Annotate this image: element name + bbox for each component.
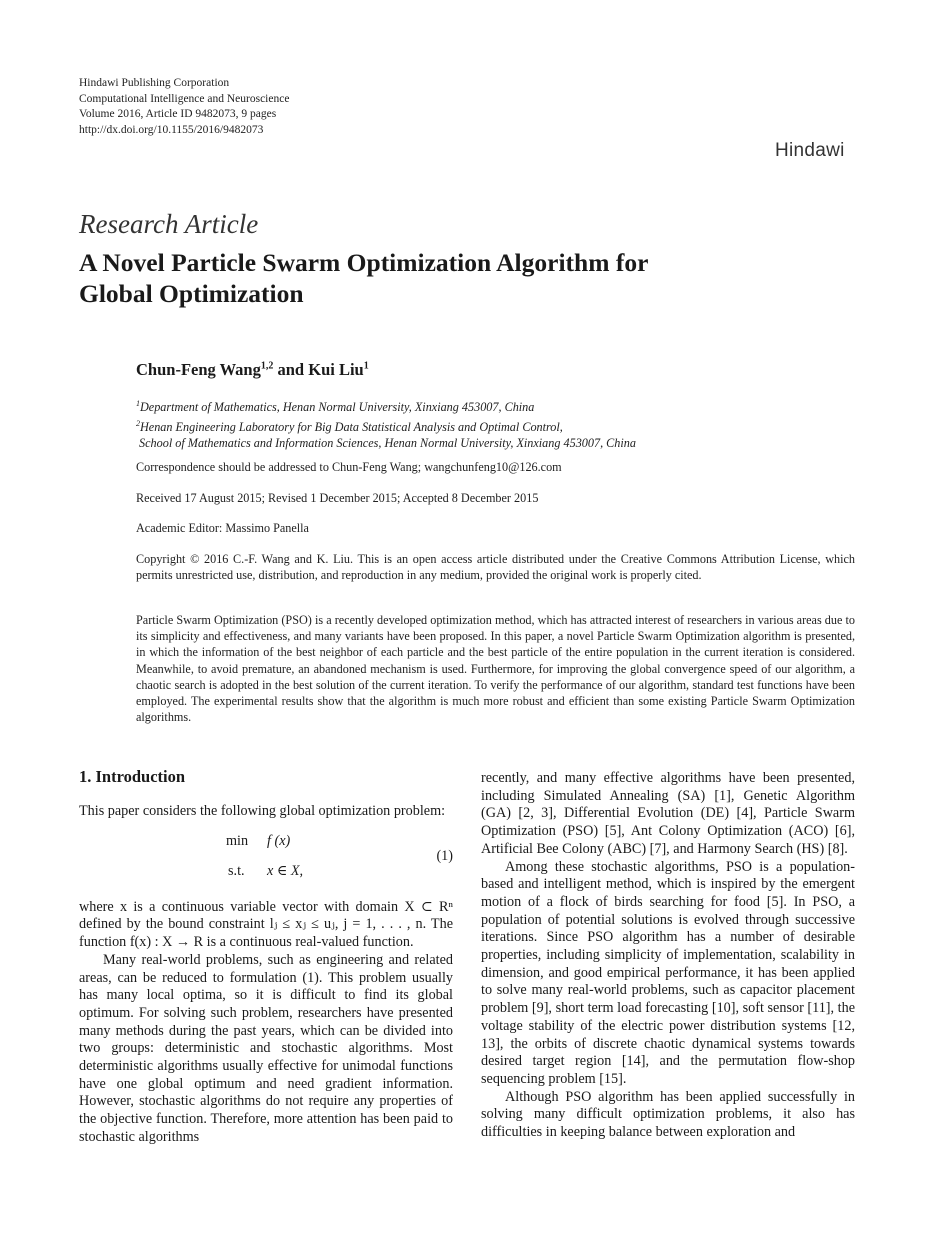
academic-editor: Academic Editor: Massimo Panella [136,521,309,535]
copyright-notice: Copyright © 2016 C.-F. Wang and K. Liu. This is an open access article distributed under the Creative Commons Attribution License, which permits unrestricted use, distribution, and reproduction in any medium, provided the original work is properly cited. [136,552,855,583]
publisher: Hindawi Publishing Corporation [79,77,230,89]
title-line-1: A Novel Particle Swarm Optimization Algorithm for [79,248,649,277]
publication-dates: Received 17 August 2015; Revised 1 December 2015; Accepted 8 December 2015 [136,491,539,505]
left-column [79,766,453,1147]
article-type: Research Article [79,209,259,239]
eq-number: (1) [436,847,453,864]
paragraph: Among these stochastic algorithms, PSO is a population-based and intelligent method, which is inspired by the emergent motion of a flock of birds searching for food [5]. In PSO, a population of potential solutions is evolved through successive iterations. Since PSO algorithm has a number of desirable properties, including simplicity of implementation, scalability in dimension, and good empirical performance, it has been applied to solve many real-world problems, such as capacitor placement problem [9], short term load forecasting [10], soft sensor [11], the voltage stability of the electric power distribution systems [12, 13], the orbits of discrete chaotic dynamical systems towards desired target region [14], and the permutation flow-shop sequencing problem [15]. [481,858,855,1087]
eq-objective: f (x) [267,832,291,849]
author-affil-sup: 1 [363,360,369,372]
journal-header [79,76,289,138]
author-conjunction: and [273,360,309,379]
affiliation-2: $^2$Henan Engineering Laboratory for Big Data Statistical Analysis and Optimal Control, [136,418,563,434]
volume-info: Volume 2016, Article ID 9482073, 9 pages [79,108,277,120]
author-list [136,360,369,380]
paragraph: Many real-world problems, such as engineering and related areas, can be reduced to formulation (1). This problem usually has many local optima, so it is difficult to find its global optimum. For solving such problem, researchers have presented many methods during the past years, which can be divided into two groups: deterministic and stochastic algorithms. Most deterministic algorithms usually effective for unimodal functions have one global optimum and need gradient information. However, stochastic algorithms do not require any properties of the objective function. Therefore, more attention has been paid to stochastic algorithms [79,951,453,1145]
journal-name: Computational Intelligence and Neuroscience [79,92,290,105]
equation-1 [79,833,453,885]
abstract: Particle Swarm Optimization (PSO) is a recently developed optimization method, which has attracted interest of researchers in various areas due to its simplicity and effectiveness, and many variants have been proposed. In this paper, a novel Particle Swarm Optimization algorithm is presented, in which the information of the best neighbor of each particle and the best particle of the entire population in the current iteration is considered. Meanwhile, to avoid premature, an abandoned mechanism is used. Furthermore, for improving the global convergence speed of our algorithm, a chaotic search is adopted in the best solution of the current iteration. To verify the performance of our algorithm, standard test functions have been employed. The experimental results show that the algorithm is much more robust and efficient than some existing Particle Swarm Optimization algorithms. [136,613,855,725]
affiliation-1: $^1$Department of Mathematics, Henan Normal University, Xinxiang 453007, China [136,399,535,415]
section-heading: 1. Introduction [79,767,186,786]
eq-subject-to: s.t. [228,862,245,879]
eq-min: min [226,832,249,849]
affiliations [136,396,636,452]
author-affil-sup: 1,2 [260,360,274,372]
author-name: Chun-Feng Wang [136,360,261,379]
hindawi-logo: Hindawi [775,140,845,161]
doi-link[interactable]: http://dx.doi.org/10.1155/2016/9482073 [79,123,264,136]
affiliation-2-cont: School of Mathematics and Information Sciences, Henan Normal University, Xinxiang 453007, China [136,436,636,451]
title-line-2: Global Optimization [79,279,304,308]
correspondence: Correspondence should be addressed to Chun-Feng Wang; wangchunfeng10@126.com [136,460,562,474]
author-name: Kui Liu [308,360,364,379]
paragraph: Although PSO algorithm has been applied successfully in solving many difficult optimization problems, it also has difficulties in keeping balance between exploration and [481,1088,855,1141]
paragraph: This paper considers the following global optimization problem: [79,803,446,819]
paper-title [79,247,648,309]
right-column [481,770,855,1142]
eq-constraint: x ∈ X, [267,862,304,879]
paragraph: where x is a continuous variable vector with domain X ⊂ Rⁿ defined by the bound constraint lⱼ ≤ xⱼ ≤ uⱼ, j = 1, . . . , n. The function f(x) : X → R is a continuous real-valued function. [79,898,453,951]
paragraph: recently, and many effective algorithms have been presented, including Simulated Annealing (SA) [1], Genetic Algorithm (GA) [2, 3], Differential Evolution (DE) [4], Particle Swarm Optimization (PSO) [5], Ant Colony Optimization (ACO) [6], Artificial Bee Colony (ABC) [7], and Harmony Search (HS) [8]. [481,770,855,857]
